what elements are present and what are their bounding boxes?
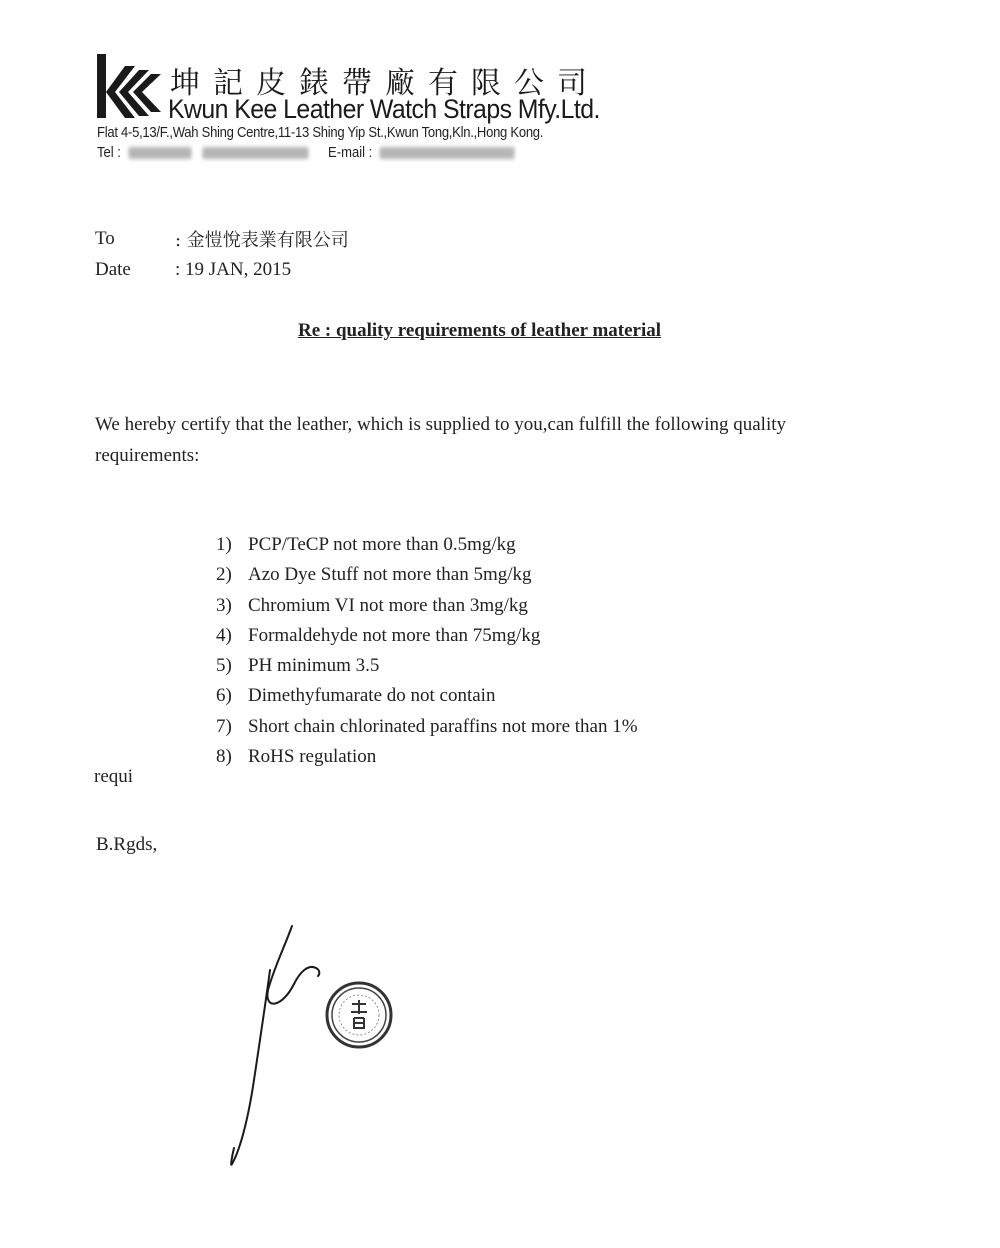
list-item bbox=[216, 591, 638, 621]
item-number: 5) bbox=[216, 655, 232, 677]
email-label: E-mail : bbox=[328, 145, 373, 161]
company-name-english: Kwun Kee Leather Watch Straps Mfy.Ltd. bbox=[168, 94, 600, 124]
list-item bbox=[216, 712, 638, 742]
redacted-fax bbox=[202, 147, 308, 159]
contact-row bbox=[97, 145, 518, 161]
company-seal-icon bbox=[324, 980, 394, 1050]
subject-line: Re : quality requirements of leather material bbox=[298, 320, 662, 341]
item-number: 6) bbox=[216, 685, 232, 707]
tel-label: Tel : bbox=[97, 145, 121, 161]
item-text: PCP/TeCP not more than 0.5mg/kg bbox=[248, 534, 516, 555]
item-number: 3) bbox=[216, 594, 232, 616]
item-text: RoHS regulation bbox=[248, 746, 377, 768]
date-label: Date bbox=[95, 259, 131, 280]
item-text: Chromium VI not more than 3mg/kg bbox=[248, 594, 528, 616]
company-address: Flat 4-5,13/F.,Wah Shing Centre,11-13 Shing Yip St.,Kwun Tong,Kln.,Hong Kong. bbox=[97, 125, 544, 141]
item-number: 2) bbox=[216, 564, 232, 586]
redacted-phone bbox=[128, 147, 191, 159]
signature bbox=[220, 920, 340, 1180]
item-number: 7) bbox=[216, 715, 232, 737]
closing-salutation: B.Rgds, bbox=[96, 834, 158, 855]
item-text: PH minimum 3.5 bbox=[248, 655, 380, 677]
item-text: Short chain chlorinated paraffins not more than 1% bbox=[248, 715, 638, 737]
recipient-name: : 金愷悅表業有限公司 bbox=[175, 230, 349, 251]
to-label: To bbox=[95, 228, 115, 249]
item-number: 8) bbox=[216, 746, 232, 768]
requirements-list bbox=[216, 530, 638, 772]
item-number: 1) bbox=[216, 534, 232, 555]
redacted-email bbox=[379, 147, 514, 159]
list-item bbox=[216, 681, 638, 711]
list-item bbox=[216, 651, 638, 681]
list-item bbox=[216, 530, 638, 560]
item-text: Dimethyfumarate do not contain bbox=[248, 685, 496, 707]
company-name-chinese: 坤記皮錶帶廠有限公司 bbox=[170, 66, 600, 101]
list-item bbox=[216, 560, 638, 590]
company-logo bbox=[95, 52, 161, 120]
list-item bbox=[216, 742, 638, 772]
item-number: 4) bbox=[216, 624, 232, 646]
stray-text: requi bbox=[94, 766, 134, 787]
date-value: : 19 JAN, 2015 bbox=[175, 259, 292, 280]
item-text: Formaldehyde not more than 75mg/kg bbox=[248, 624, 541, 646]
list-item bbox=[216, 621, 638, 651]
item-text: Azo Dye Stuff not more than 5mg/kg bbox=[248, 564, 532, 586]
certification-paragraph: We hereby certify that the leather, which is supplied to you,can fulfill the following quality requirements: bbox=[95, 414, 787, 466]
